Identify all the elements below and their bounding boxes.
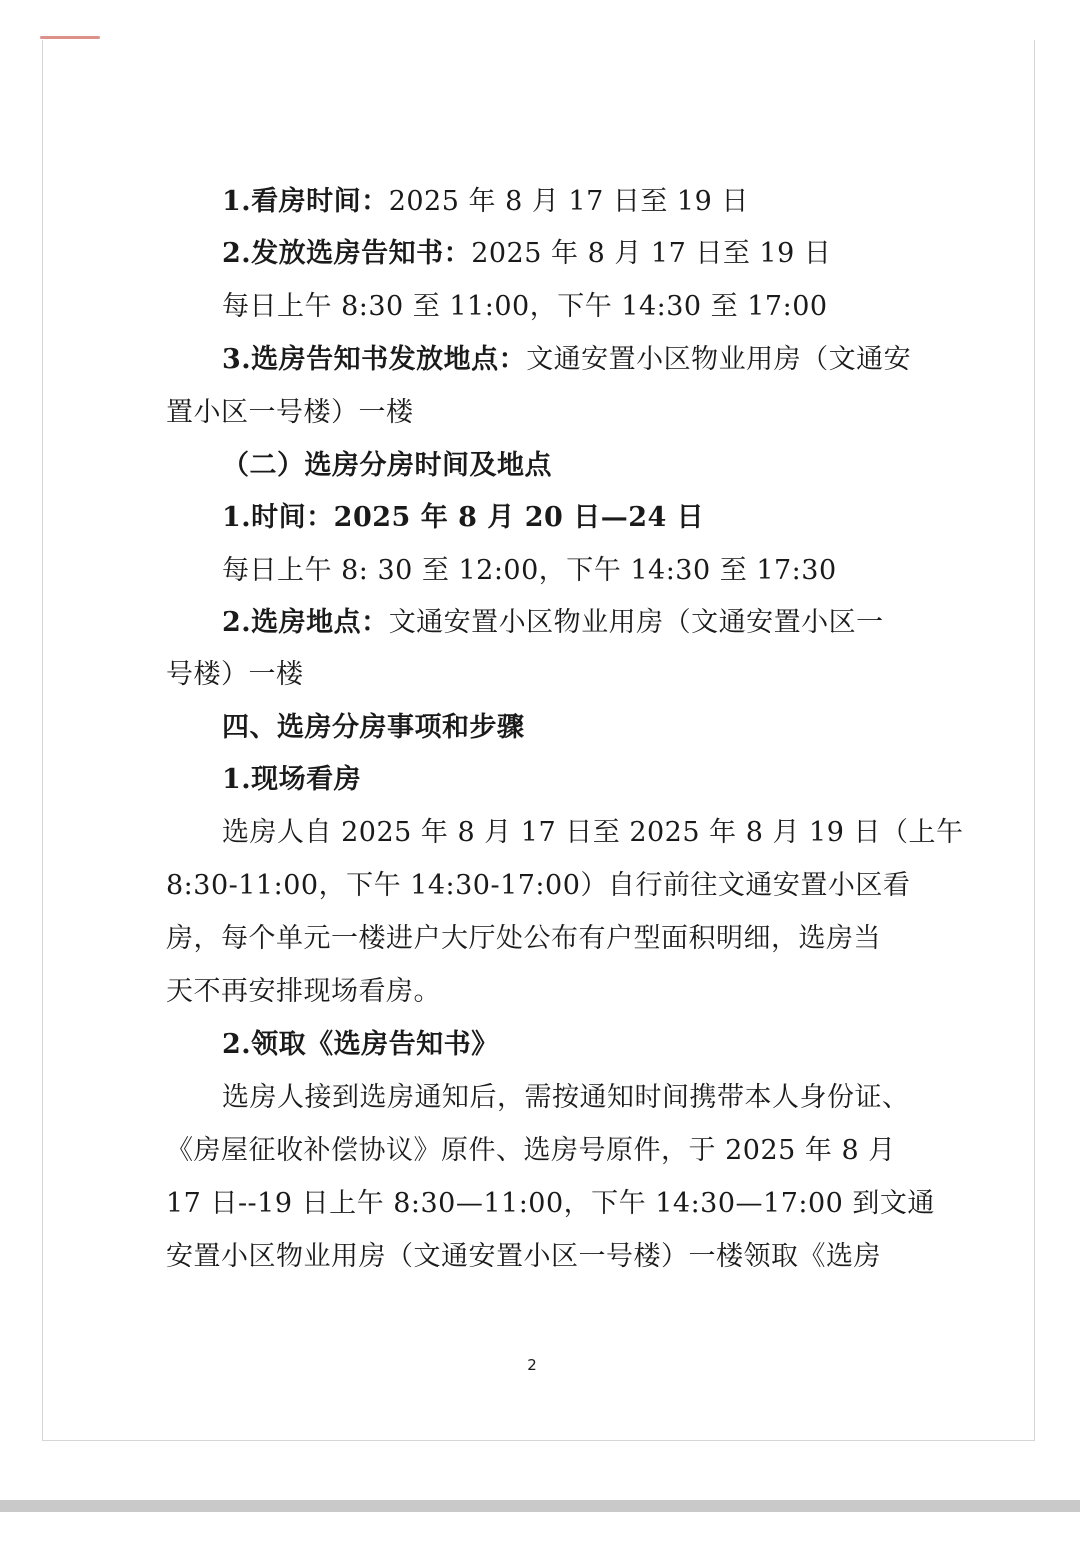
selection-hours-line <box>222 555 837 587</box>
page-number: 2 <box>527 1356 537 1374</box>
scan-mark <box>40 36 100 39</box>
notice-issue-line <box>222 238 831 270</box>
selection-location-continued <box>166 659 304 691</box>
notice-location-label: 3.选房告知书发放地点： <box>222 344 527 375</box>
daily-hours-text: 每日上午 8:30 至 11:00，下午 14:30 至 17:00 <box>222 291 828 322</box>
viewing-time-value: 2025 年 8 月 17 日至 19 日 <box>388 186 749 217</box>
step-viewing-heading <box>222 764 361 796</box>
paragraph-text: 选房人接到选房通知后，需按通知时间携带本人身份证、 <box>222 1082 910 1113</box>
section-selection-time-heading <box>222 450 552 482</box>
notice-location-line <box>222 344 911 376</box>
paragraph-text: 安置小区物业用房（文通安置小区一号楼）一楼领取《选房 <box>166 1241 881 1272</box>
daily-hours-line <box>222 291 828 323</box>
viewing-time-label: 1.看房时间： <box>222 186 389 217</box>
paragraph-line <box>166 923 881 955</box>
section-selection-time-title: （二）选房分房时间及地点 <box>222 450 552 481</box>
paragraph-line <box>166 1135 896 1167</box>
notice-location-continued <box>166 397 414 429</box>
selection-location-line <box>222 607 884 639</box>
selection-location-label: 2.选房地点： <box>222 607 389 638</box>
viewing-time-line <box>222 186 749 218</box>
viewer-bottom-bar <box>0 1500 1080 1512</box>
notice-issue-label: 2.发放选房告知书： <box>222 238 472 269</box>
selection-time-text: 1.时间：2025 年 8 月 20 日—24 日 <box>222 502 705 533</box>
selection-location-value: 文通安置小区物业用房（文通安置小区一 <box>388 607 884 638</box>
selection-location-continued-text: 号楼）一楼 <box>166 659 304 690</box>
paragraph-text: 《房屋征收补偿协议》原件、选房号原件，于 2025 年 8 月 <box>166 1135 896 1166</box>
paragraph-text: 选房人自 2025 年 8 月 17 日至 2025 年 8 月 19 日（上午 <box>222 817 964 848</box>
step-notice-title: 2.领取《选房告知书》 <box>222 1029 499 1060</box>
step-notice-heading <box>222 1029 499 1061</box>
step-viewing-title: 1.现场看房 <box>222 764 362 795</box>
paragraph-text: 8:30-11:00，下午 14:30-17:00）自行前往文通安置小区看 <box>166 870 911 901</box>
paragraph-line <box>222 1082 910 1114</box>
paragraph-text: 房，每个单元一楼进户大厅处公布有户型面积明细，选房当 <box>166 923 881 954</box>
page-edge-bottom <box>42 1440 1035 1441</box>
page-edge-left <box>42 40 43 1440</box>
selection-time-line <box>222 502 704 534</box>
page-edge-right <box>1034 40 1035 1440</box>
notice-location-continued-text: 置小区一号楼）一楼 <box>166 397 414 428</box>
notice-location-value: 文通安置小区物业用房（文通安 <box>526 344 912 375</box>
notice-issue-value: 2025 年 8 月 17 日至 19 日 <box>471 238 832 269</box>
paragraph-line <box>166 976 441 1008</box>
paragraph-text: 天不再安排现场看房。 <box>166 976 441 1007</box>
selection-hours-text: 每日上午 8: 30 至 12:00，下午 14:30 至 17:30 <box>222 555 837 586</box>
paragraph-text: 17 日--19 日上午 8:30—11:00，下午 14:30—17:00 到文通 <box>166 1188 935 1219</box>
section-steps-heading <box>222 712 525 744</box>
section-steps-title: 四、选房分房事项和步骤 <box>222 712 525 743</box>
paragraph-line <box>166 1188 935 1220</box>
paragraph-line <box>166 870 910 902</box>
viewer-bottom-area <box>0 1512 1080 1554</box>
paragraph-line <box>222 817 964 849</box>
paragraph-line <box>166 1241 881 1273</box>
